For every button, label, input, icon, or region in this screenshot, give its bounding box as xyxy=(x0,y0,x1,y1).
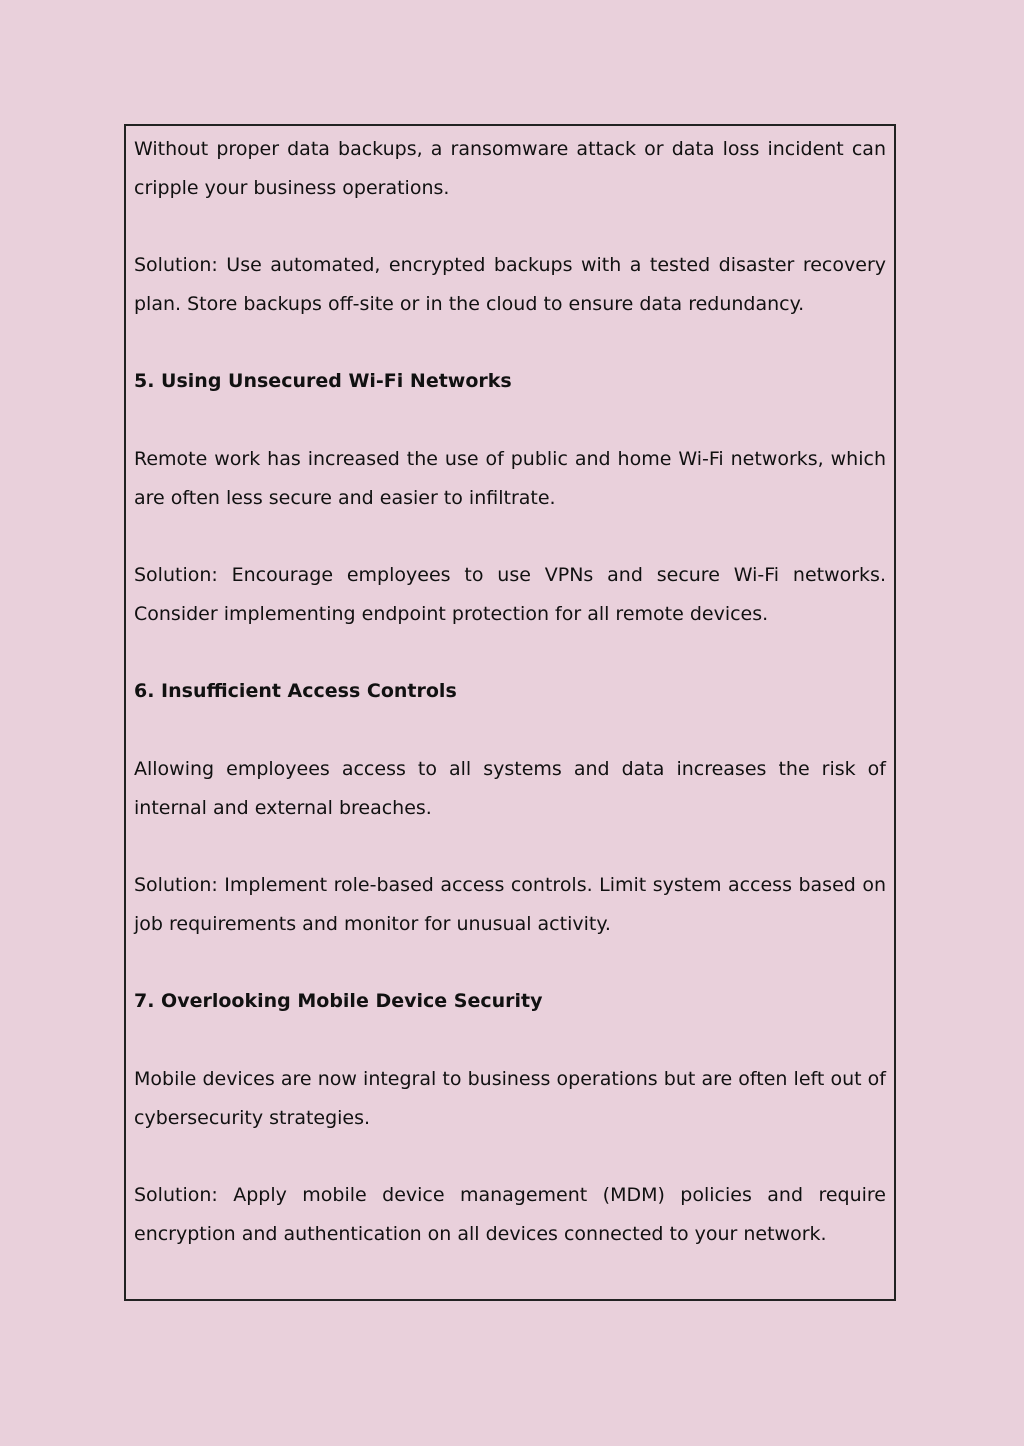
mobile-solution-paragraph: Solution: Apply mobile device management (MDM) policies and require encryption and authentication on all devices connected to your network. xyxy=(134,1184,886,1245)
backup-risk-paragraph: Without proper data backups, a ransomware attack or data loss incident can cripple your business operations. xyxy=(134,138,886,199)
wifi-risk-paragraph: Remote work has increased the use of public and home Wi-Fi networks, which are often less secure and easier to infiltrate. xyxy=(134,447,886,509)
section-heading-access-controls: 6. Insufficient Access Controls xyxy=(134,680,457,703)
mobile-risk-paragraph: Mobile devices are now integral to business operations but are often left out of cybersecurity strategies. xyxy=(134,1067,886,1129)
document-body xyxy=(134,130,886,1253)
access-solution-paragraph: Solution: Implement role-based access controls. Limit system access based on job requirements and monitor for unusual activity. xyxy=(134,874,886,935)
content-frame xyxy=(124,124,896,1301)
wifi-solution-paragraph: Solution: Encourage employees to use VPNs and secure Wi-Fi networks. Consider implementing endpoint protection for all remote devices. xyxy=(134,564,886,625)
backup-solution-paragraph: Solution: Use automated, encrypted backups with a tested disaster recovery plan. Store backups off-site or in the cloud to ensure data redundancy. xyxy=(134,254,886,315)
section-heading-wifi: 5. Using Unsecured Wi-Fi Networks xyxy=(134,370,512,393)
section-heading-mobile-security: 7. Overlooking Mobile Device Security xyxy=(134,990,543,1013)
access-risk-paragraph: Allowing employees access to all systems and data increases the risk of internal and external breaches. xyxy=(134,757,886,819)
